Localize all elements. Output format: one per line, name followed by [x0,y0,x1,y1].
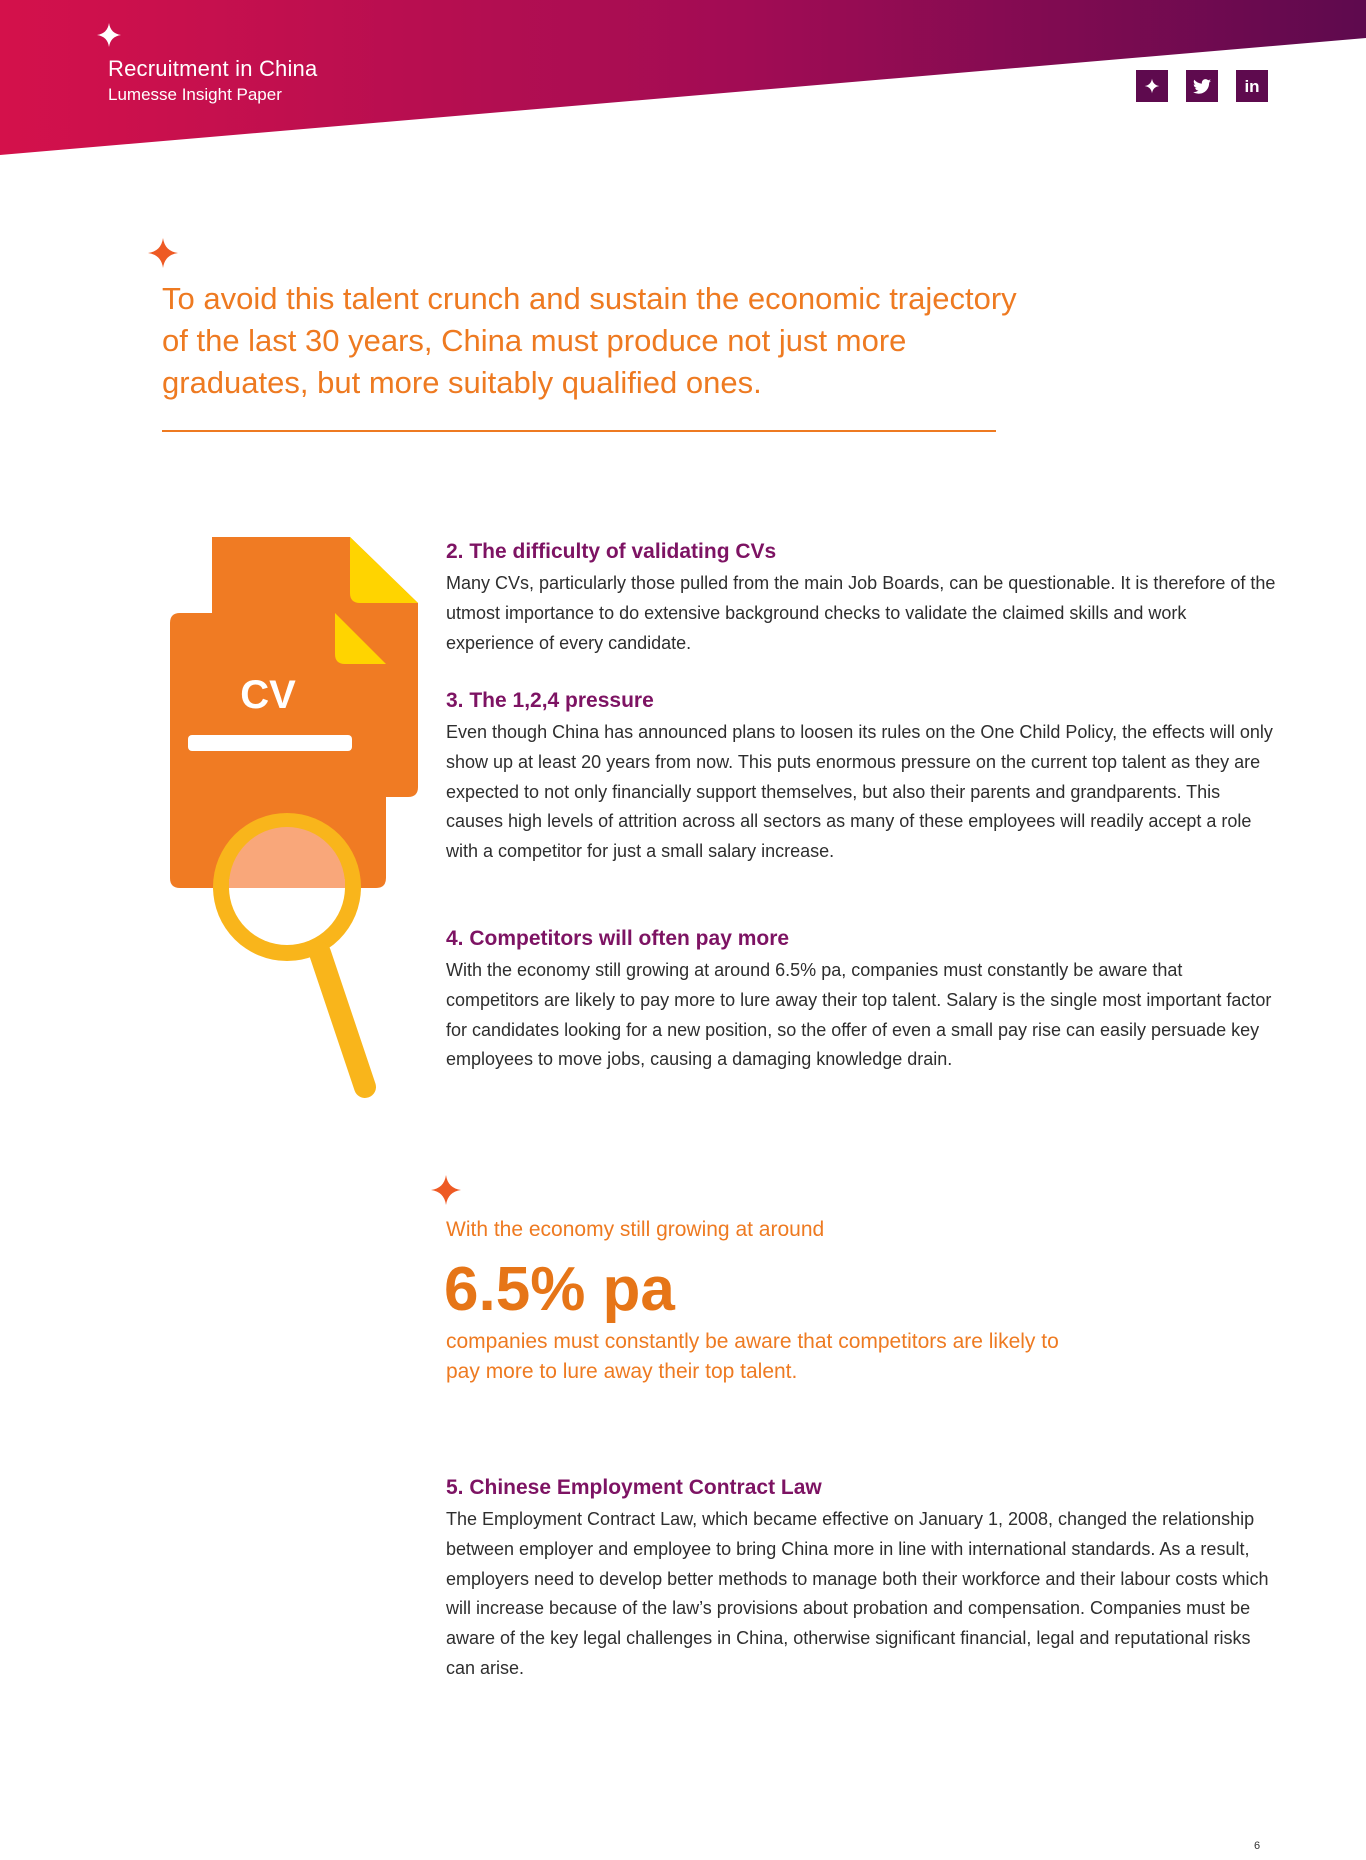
document-title: Recruitment in China [108,56,318,81]
magnifier-handle [320,953,365,1087]
linkedin-icon: in [1244,76,1260,96]
section-cv-validation [446,538,1276,658]
orange-star-icon [147,237,179,269]
twitter-share-button[interactable] [1186,70,1218,102]
orange-star-icon [430,1174,462,1206]
section-competitors-pay [446,925,1276,1075]
back-document-fold [350,537,418,603]
section-title: 3. The 1,2,4 pressure [446,689,654,712]
twitter-icon [1193,79,1211,94]
stat-value: 6.5% pa [444,1255,675,1324]
section-body: Even though China has announced plans to loosen its rules on the One Child Policy, the effects will only show up at least 20 years from now. This puts enormous pressure on the current top talent as they are expected to not only financially support themselves, but also their parents and grandparents. This causes high levels of attrition across all sectors as many of these employees will readily accept a role with a competitor for just a small salary increase. [446,722,1273,862]
lumesse-share-button[interactable] [1136,70,1168,102]
stat-intro: With the economy still growing at around [446,1218,825,1241]
section-title: 5. Chinese Employment Contract Law [446,1476,822,1499]
section-124-pressure [446,687,1276,867]
page-number: 6 [1254,1840,1261,1852]
header-text [108,56,317,106]
linkedin-share-button[interactable] [1236,70,1268,102]
section-body: With the economy still growing at around 6.5% pa, companies must constantly be aware that competitors are likely to pay more to lure away their top talent. Salary is the single most important factor for candidates looking for a new position, so the offer of even a small pay rise can easily persuade key employees to move jobs, causing a damaging knowledge drain. [446,960,1272,1070]
document-subtitle: Lumesse Insight Paper [108,85,282,104]
section-body: The Employment Contract Law, which became effective on January 1, 2008, changed the relationship between employer and employee to bring China more in line with international standards. As a result, employers need to develop better methods to manage both their workforce and their labour costs which will increase because of the law’s provisions about probation and compensation. Companies must be aware of the key legal challenges in China, otherwise significant financial, legal and reputational risks can arise. [446,1509,1269,1678]
cv-magnifier-illustration [160,535,430,1105]
section-contract-law [446,1474,1276,1684]
quote-divider [162,430,996,432]
section-body: Many CVs, particularly those pulled from the main Job Boards, can be questionable. It is therefore of the utmost importance to do extensive background checks to validate the claimed skills and work experience of every candidate. [446,573,1276,653]
pull-quote: To avoid this talent crunch and sustain the economic trajectory of the last 30 years, China must produce not just more graduates, but more suitably qualified ones. [162,281,1017,400]
lumesse-star-icon [96,22,122,48]
section-title: 4. Competitors will often pay more [446,927,790,950]
lumesse-star-icon [1144,78,1160,94]
cv-label: CV [240,673,296,717]
stat-description: companies must constantly be aware that competitors are likely to pay more to lure away their top talent. [446,1330,1059,1383]
section-title: 2. The difficulty of validating CVs [446,540,777,563]
document-line [188,735,352,751]
